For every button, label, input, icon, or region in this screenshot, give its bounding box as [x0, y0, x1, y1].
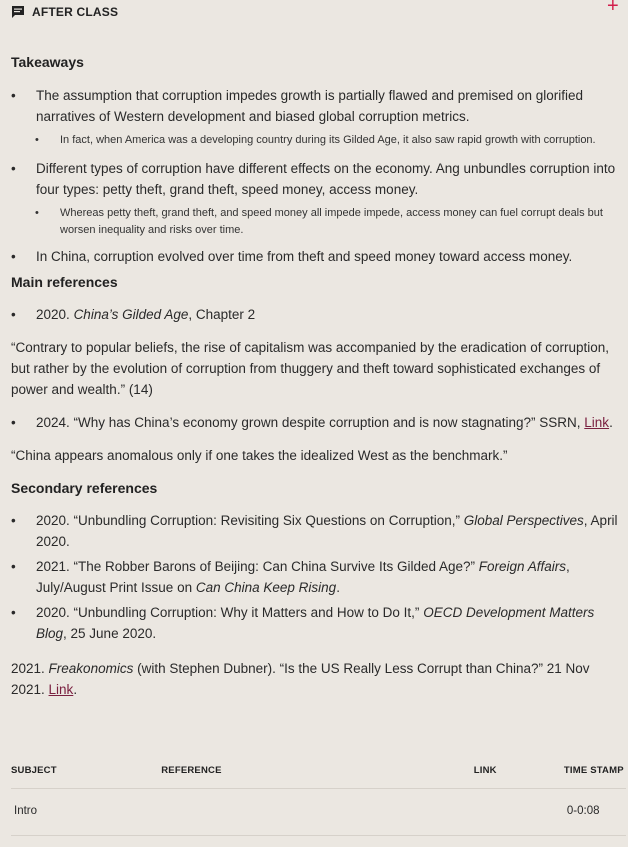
table-header-row [11, 754, 626, 789]
reference-publication: OECD Development Matters Blog [36, 605, 595, 641]
main-references-list-2 [11, 412, 626, 433]
ssrn-link[interactable]: Link [584, 415, 610, 430]
takeaway-text: Different types of corruption have different effects on the economy. Ang unbundles corruption into four types: petty theft, grand theft, speed money, access money. [36, 161, 616, 197]
podcast-detail: (with Stephen Dubner). “Is the US Really Less Corrupt than China?” 21 Nov 2021. [11, 661, 590, 697]
secondary-references-heading: Secondary references [11, 480, 158, 496]
reference-publication: Foreign Affairs [478, 559, 567, 574]
reference-column-header: REFERENCE [161, 765, 222, 776]
reference-item [11, 602, 626, 644]
takeaway-item [11, 158, 626, 200]
reference-year: 2020. [36, 307, 70, 322]
takeaway-item [11, 85, 626, 127]
reference-end: . [336, 580, 340, 595]
reference-item [11, 510, 626, 552]
reference-publication: Global Perspectives [463, 513, 584, 528]
reference-title: China’s Gilded Age [73, 307, 189, 322]
quote-text: “Contrary to popular beliefs, the rise of capitalism was accompanied by the eradication of corruption, but rather by the evolution of corruption from thuggery and theft toward sophisticated exchanges of power and wealth.” (14) [11, 340, 610, 397]
expand-plus-button[interactable]: + [607, 0, 619, 17]
timestamp-column-header: TIME STAMP [563, 765, 624, 776]
main-references-list [11, 304, 626, 325]
section-title: AFTER CLASS [32, 5, 119, 19]
takeaway-text: The assumption that corruption impedes growth is partially flawed and premised on glorified narratives of Western development and biased global corruption metrics. [36, 88, 584, 124]
quote-text: “China appears anomalous only if one takes the idealized West as the benchmark.” [11, 448, 508, 463]
podcast-link[interactable]: Link [48, 682, 74, 697]
link-column-header: LINK [473, 765, 497, 776]
comment-icon [11, 5, 25, 19]
reference-item [11, 304, 626, 325]
reference-date: , 25 June 2020. [63, 626, 157, 641]
subject-column-header: SUBJECT [11, 765, 57, 776]
reference-text: 2020. “Unbundling Corruption: Why it Matters and How to Do It,” [36, 605, 424, 620]
table-row [11, 789, 626, 834]
takeaway-subtext: In fact, when America was a developing country during its Gilded Age, it also saw rapid growth with corruption. [60, 134, 596, 146]
podcast-title: Freakonomics [48, 661, 134, 676]
reference-item [11, 556, 626, 598]
secondary-references-list [11, 510, 626, 644]
timestamp-table [11, 754, 626, 833]
reference-text: 2021. “The Robber Barons of Beijing: Can China Survive Its Gilded Age?” [36, 559, 479, 574]
podcast-end: . [73, 682, 78, 697]
reference-item [11, 412, 626, 433]
subject-cell: Intro [11, 789, 161, 834]
reference-date: , April 2020. [36, 513, 618, 549]
reference-text: 2024. “Why has China’s economy grown despite corruption and is now stagnating?” SSRN, [36, 415, 585, 430]
takeaway-subitem [11, 132, 626, 149]
reference-detail: , Chapter 2 [188, 307, 256, 322]
reference-cell [161, 789, 474, 834]
link-cell [474, 789, 564, 834]
podcast-reference [11, 658, 626, 700]
podcast-year: 2021. [11, 661, 49, 676]
table-bottom-divider [11, 835, 626, 836]
main-references-heading: Main references [11, 274, 118, 290]
takeaways-heading: Takeaways [11, 54, 84, 70]
takeaways-list [11, 85, 626, 267]
takeaway-text: In China, corruption evolved over time from theft and speed money toward access money. [36, 249, 573, 264]
takeaway-subitem [11, 205, 626, 239]
reference-text: 2020. “Unbundling Corruption: Revisiting Six Questions on Corruption,” [36, 513, 464, 528]
takeaway-subtext: Whereas petty theft, grand theft, and speed money all impede impede, access money can fuel corrupt deals but worsen inequality and risks over time. [60, 207, 603, 236]
takeaway-item [11, 246, 626, 267]
reference-issue: Can China Keep Rising [195, 580, 337, 595]
reference-end: . [609, 415, 613, 430]
timestamp-cell: 0-0:08 [564, 789, 626, 834]
section-header [11, 4, 118, 20]
reference-detail: , July/August Print Issue on [36, 559, 570, 595]
article-body [11, 52, 626, 700]
